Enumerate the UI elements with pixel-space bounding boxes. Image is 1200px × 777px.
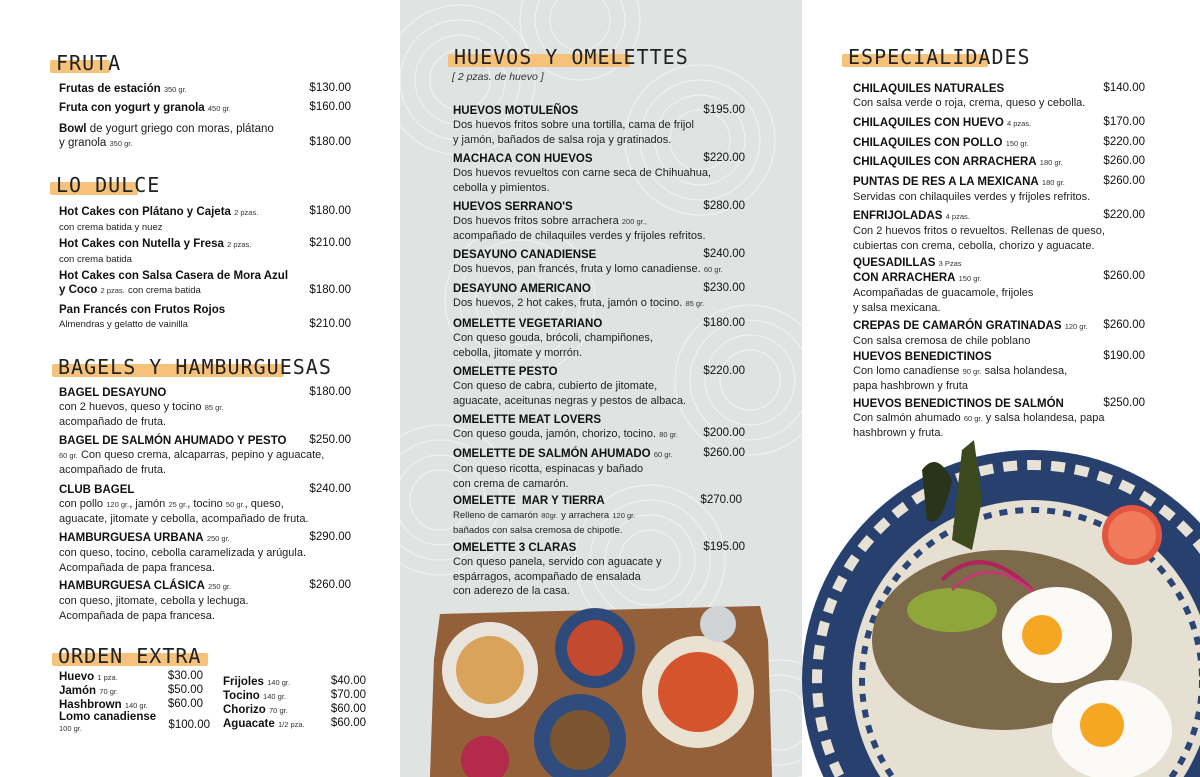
menu-item-omelette-pesto: OMELETTE PESTO Con queso de cabra, cubierto de jitomate, aguacate, aceitunas negras y pestos de albaca. — [453, 366, 686, 407]
menu-item-fruta-yogurt: Fruta con yogurt y granola 450 gr. — [59, 102, 231, 114]
price: $70.00 — [330, 689, 366, 701]
extra-item-chorizo: Chorizo 70 gr. — [223, 704, 288, 716]
menu-item-bagel-desayuno: BAGEL DESAYUNO con 2 huevos, queso y tocino 85 gr. acompañado de fruta. — [59, 387, 224, 428]
price: $260.00 — [703, 447, 745, 459]
price: $240.00 — [703, 248, 745, 260]
menu-item-puntas-res: PUNTAS DE RES A LA MEXICANA 180 gr. Servidas con chilaquiles verdes y frijoles refritos. — [853, 176, 1091, 203]
menu-item-machaca: MACHACA CON HUEVOS Dos huevos revueltos con carne seca de Chihuahua, cebolla y pimientos. — [453, 153, 712, 194]
menu-item-omelette-meat-lovers: OMELETTE MEAT LOVERS Con queso gouda, jamón, chorizo, tocino. 80 gr. — [453, 414, 678, 440]
price: $220.00 — [703, 152, 745, 164]
price: $270.00 — [700, 494, 742, 506]
menu-item-desayuno-canadiense: DESAYUNO CANADIENSE Dos huevos, pan francés, fruta y lomo canadiense. 60 gr. — [453, 249, 723, 275]
price: $180.00 — [309, 284, 351, 296]
menu-item-omelette-salmon: OMELETTE DE SALMÓN AHUMADO 60 gr. Con queso ricotta, espinacas y bañado con crema de camarón. — [453, 448, 673, 490]
menu-item-huevos-motulenos: HUEVOS MOTULEÑOS Dos huevos fritos sobre una tortilla, cama de frijol y jamón, bañados de salsa roja y gratinados. — [453, 105, 694, 146]
price: $195.00 — [703, 541, 745, 553]
menu-item-chilaquiles-pollo: CHILAQUILES CON POLLO 150 gr. — [853, 137, 1029, 149]
menu-item-enfrijoladas: ENFRIJOLADAS 4 pzas. Con 2 huevos fritos o revueltos. Rellenas de queso, cubiertas con crema, cebolla, chorizo y aguacate. — [853, 210, 1105, 252]
price: $140.00 — [1103, 82, 1145, 94]
menu-item-hotcakes-nutella: Hot Cakes con Nutella y Fresa 2 pzas. con crema batida — [59, 238, 252, 265]
right-menu-panel — [802, 0, 1200, 777]
menu-item-huevos-benedictinos: HUEVOS BENEDICTINOS Con lomo canadiense 90 gr. salsa holandesa, papa hashbrown y fruta — [853, 351, 1068, 392]
menu-item-hotcakes-mora: Hot Cakes con Salsa Casera de Mora Azul y Coco 2 pzas. con crema batida — [59, 270, 289, 296]
menu-item-hotcakes-platano: Hot Cakes con Plátano y Cajeta 2 pzas. con crema batida y nuez — [59, 206, 259, 233]
price: $210.00 — [309, 318, 351, 330]
extra-item-hashbrown: Hashbrown 140 gr. — [59, 699, 148, 711]
menu-item-crepas-camaron: CREPAS DE CAMARÓN GRATINADAS 120 gr. Con salsa cremosa de chile poblano — [853, 320, 1088, 347]
menu-item-desayuno-americano: DESAYUNO AMERICANO Dos huevos, 2 hot cakes, fruta, jamón o tocino. 85 gr. — [453, 283, 705, 309]
price: $170.00 — [1103, 116, 1145, 128]
section-title-lo-dulce: LO DULCE — [50, 174, 160, 196]
price: $160.00 — [309, 101, 351, 113]
price: $40.00 — [330, 675, 366, 687]
price: $130.00 — [309, 82, 351, 94]
section-title-fruta: FRUTA — [50, 52, 121, 74]
left-menu-panel — [0, 0, 400, 777]
price: $195.00 — [703, 104, 745, 116]
menu-item-bagel-salmon: BAGEL DE SALMÓN AHUMADO Y PESTO 60 gr. Con queso crema, alcaparras, pepino y aguacate, acompañado de fruta. — [59, 435, 325, 476]
menu-item-omelette-vegetariano: OMELETTE VEGETARIANO Con queso gouda, brócoli, champiñones, cebolla, jitomate y morrón. — [453, 318, 653, 359]
price: $30.00 — [167, 670, 203, 682]
price: $280.00 — [703, 200, 745, 212]
section-title-huevos: HUEVOS Y OMELETTES — [448, 46, 689, 68]
price: $60.00 — [167, 698, 203, 710]
price: $200.00 — [703, 427, 745, 439]
price: $50.00 — [167, 684, 203, 696]
menu-item-club-bagel: CLUB BAGEL con pollo 120 gr., jamón 25 gr., tocino 50 gr., queso, aguacate, jitomate y cebolla, acompañado de fruta. — [59, 484, 309, 525]
price: $180.00 — [309, 136, 351, 148]
price: $240.00 — [309, 483, 351, 495]
extra-item-frijoles: Frijoles 140 gr. — [223, 676, 291, 688]
menu-item-omelette-mar-tierra: OMELETTE MAR Y TIERRA Relleno de camarón 80gr. y arrachera 120 gr. bañados con salsa cremosa de chipotle. — [453, 495, 636, 536]
price: $250.00 — [309, 434, 351, 446]
price: $260.00 — [1103, 319, 1145, 331]
section-title-bagels: BAGELS Y HAMBURGUESAS — [52, 356, 332, 378]
price: $210.00 — [309, 237, 351, 249]
menu-item-omelette-3-claras: OMELETTE 3 CLARAS Con queso panela, servido con aguacate y espárragos, acompañado de ensalada con aderezo de la casa. — [453, 542, 662, 597]
price: $290.00 — [309, 531, 351, 543]
price: $260.00 — [1103, 270, 1145, 282]
extra-item-huevo: Huevo 1 pza. — [59, 671, 118, 683]
price: $220.00 — [703, 365, 745, 377]
price: $60.00 — [330, 703, 366, 715]
menu-item-chilaquiles-arrachera: CHILAQUILES CON ARRACHERA 180 gr. — [853, 156, 1063, 168]
price: $250.00 — [1103, 397, 1145, 409]
menu-item-pan-frances: Pan Francés con Frutos Rojos Almendras y gelatto de vainilla — [59, 304, 226, 330]
extra-item-tocino: Tocino 140 gr. — [223, 690, 286, 702]
menu-item-huevos-serranos: HUEVOS SERRANO'S Dos huevos fritos sobre arrachera 200 gr., acompañado de chilaquiles verdes y frijoles refritos. — [453, 201, 706, 242]
price: $60.00 — [330, 717, 366, 729]
extra-item-jamon: Jamón 70 gr. — [59, 685, 119, 697]
price: $180.00 — [309, 386, 351, 398]
price: $180.00 — [309, 205, 351, 217]
price: $180.00 — [703, 317, 745, 329]
price: $230.00 — [703, 282, 745, 294]
menu-item-benedictinos-salmon: HUEVOS BENEDICTINOS DE SALMÓN Con salmón ahumado 60 gr. y salsa holandesa, papa hashbrown y fruta. — [853, 398, 1105, 439]
section-subtitle: [ 2 pzas. de huevo ] — [452, 71, 544, 83]
price: $220.00 — [1103, 136, 1145, 148]
price: $100.00 — [168, 719, 210, 731]
price: $260.00 — [1103, 175, 1145, 187]
price: $260.00 — [1103, 155, 1145, 167]
price: $260.00 — [309, 579, 351, 591]
extra-item-lomo: Lomo canadiense 100 gr. — [59, 711, 157, 733]
extra-item-aguacate: Aguacate 1/2 pza. — [223, 718, 305, 730]
price: $220.00 — [1103, 209, 1145, 221]
menu-item-quesadillas: QUESADILLAS 3 Pzas CON ARRACHERA 150 gr. Acompañadas de guacamole, frijoles y salsa mexicana. — [853, 257, 1034, 314]
menu-item-hamburguesa-urbana: HAMBURGUESA URBANA 250 gr. con queso, tocino, cebolla caramelizada y arúgula. Acompañada de papa francesa. — [59, 532, 307, 574]
section-title-orden-extra: ORDEN EXTRA — [52, 645, 201, 667]
menu-item-chilaquiles-naturales: CHILAQUILES NATURALES Con salsa verde o roja, crema, queso y cebolla. — [853, 83, 1086, 109]
menu-item-bowl: Bowl de yogurt griego con moras, plátano y granola 350 gr. — [59, 123, 274, 149]
menu-item-hamburguesa-clasica: HAMBURGUESA CLÁSICA 250 gr. con queso, jitomate, cebolla y lechuga. Acompañada de papa francesa. — [59, 580, 249, 622]
food-photo-chilaquiles — [802, 430, 1200, 777]
menu-item-frutas-estacion: Frutas de estación 350 gr. — [59, 83, 187, 95]
menu-item-chilaquiles-huevo: CHILAQUILES CON HUEVO 4 pzas. — [853, 117, 1032, 129]
middle-menu-panel — [400, 0, 802, 777]
food-photo-table — [430, 600, 772, 777]
section-title-especialidades: ESPECIALIDADES — [842, 46, 1031, 68]
price: $190.00 — [1103, 350, 1145, 362]
